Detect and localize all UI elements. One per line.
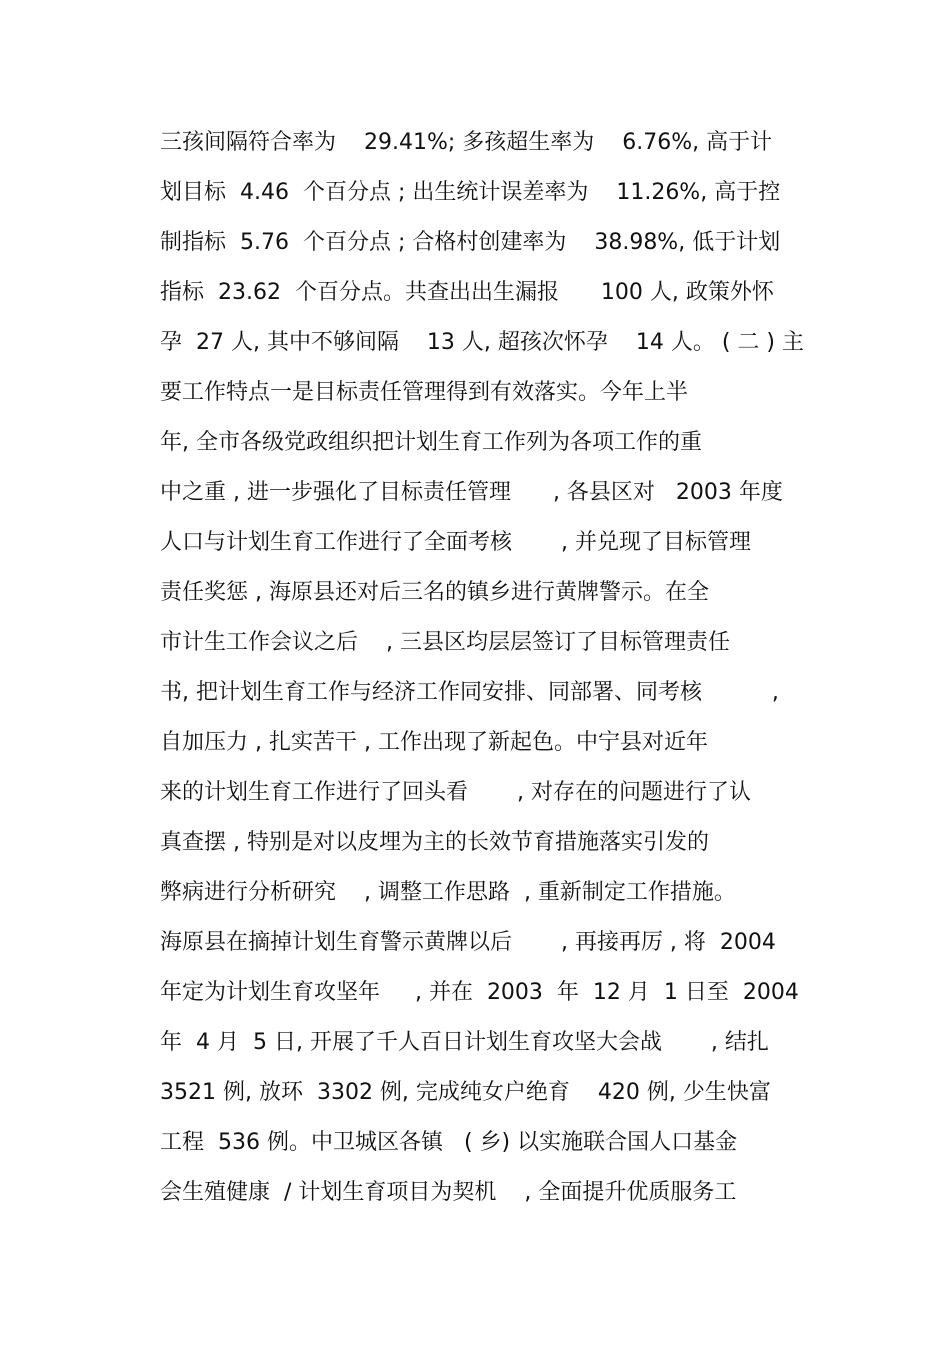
text-line: 年定为计划生育攻坚年 , 并在 2003 年 12 月 1 日至 2004 — [160, 980, 799, 1005]
text-line: 弊病进行分析研究 , 调整工作思路 , 重新制定工作措施。 — [160, 880, 736, 905]
text-line: 书, 把计划生育工作与经济工作同安排、同部署、同考核 , — [160, 680, 779, 705]
text-line: 真查摆 , 特别是对以皮埋为主的长效节育措施落实引发的 — [160, 830, 709, 855]
text-line: 三孩间隔符合率为 29.41%; 多孩超生率为 6.76%, 高于计 — [160, 130, 773, 155]
text-line: 要工作特点一是目标责任管理得到有效落实。今年上半 — [160, 380, 689, 405]
text-line: 责任奖惩 , 海原县还对后三名的镇乡进行黄牌警示。在全 — [160, 580, 709, 605]
text-line: 指标 23.62 个百分点。共查出出生漏报 100 人, 政策外怀 — [160, 280, 774, 305]
text-line: 会生殖健康 / 计划生育项目为契机 , 全面提升优质服务工 — [160, 1180, 737, 1205]
text-line: 划目标 4.46 个百分点 ; 出生统计误差率为 11.26%, 高于控 — [160, 180, 781, 205]
text-line: 海原县在摘掉计划生育警示黄牌以后 , 再接再厉 , 将 2004 — [160, 930, 776, 955]
text-line: 自加压力 , 扎实苦干 , 工作出现了新起色。中宁县对近年 — [160, 730, 708, 755]
text-line: 年, 全市各级党政组织把计划生育工作列为各项工作的重 — [160, 430, 702, 455]
text-line: 孕 27 人, 其中不够间隔 13 人, 超孩次怀孕 14 人。 ( 二 ) 主 — [160, 330, 805, 355]
text-line: 人口与计划生育工作进行了全面考核 , 并兑现了目标管理 — [160, 530, 751, 555]
text-line: 工程 536 例。中卫城区各镇 ( 乡) 以实施联合国人口基金 — [160, 1130, 738, 1155]
text-line: 来的计划生育工作进行了回头看 , 对存在的问题进行了认 — [160, 780, 751, 805]
text-line: 中之重 , 进一步强化了目标责任管理 , 各县区对 2003 年度 — [160, 480, 783, 505]
text-line: 市计生工作会议之后 , 三县区均层层签订了目标管理责任 — [160, 630, 730, 655]
text-line: 制指标 5.76 个百分点 ; 合格村创建率为 38.98%, 低于计划 — [160, 230, 781, 255]
text-line: 3521 例, 放环 3302 例, 完成纯女户绝育 420 例, 少生快富 — [160, 1080, 771, 1105]
text-line: 年 4 月 5 日, 开展了千人百日计划生育攻坚大会战 , 结扎 — [160, 1030, 769, 1055]
body-text — [160, 118, 810, 1218]
